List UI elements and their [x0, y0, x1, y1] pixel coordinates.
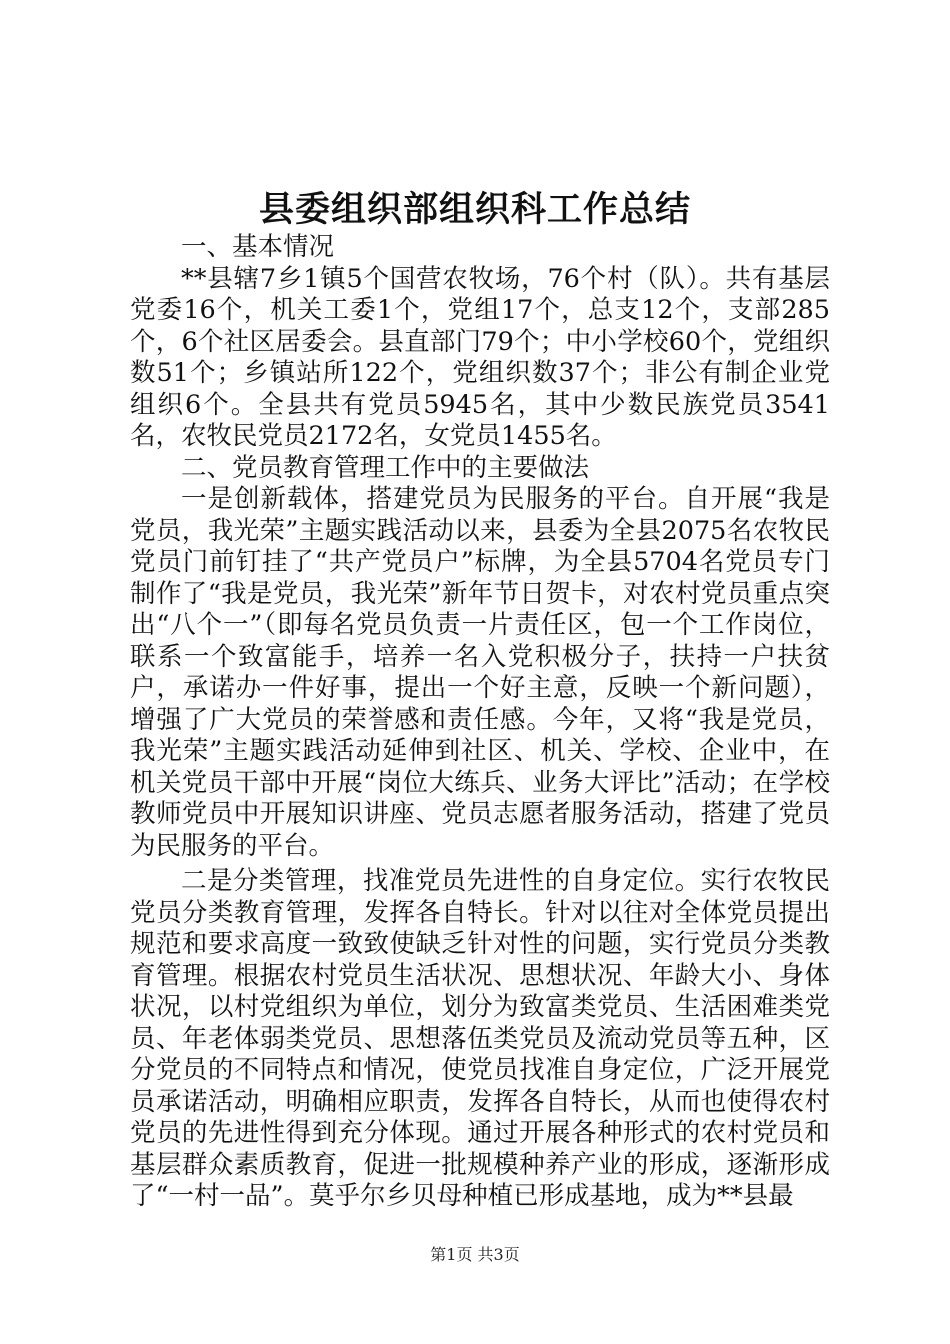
- section-heading-basic-situation: 一、基本情况: [181, 232, 335, 262]
- document-title: 县委组织部组织科工作总结: [258, 189, 691, 230]
- page-number: 第1页 共3页: [430, 1245, 520, 1264]
- section-heading-main-practices: 二、党员教育管理工作中的主要做法: [181, 452, 590, 483]
- paragraph-basic-situation: **县辖7乡1镇5个国营农牧场，76个村（队）。共有基层党委16个，机关工委1个，党组17个，总支12个，支部285个，6个社区居委会。县直部门79个；中小学校60个，党组织数51个；乡镇站所122个，党组织数37个；非公有制企业党组织6个。全县共有党员5945名，其中少数民族党员3541名，农牧民党员2172名，女党员1455名。: [130, 263, 830, 451]
- document-body: [130, 232, 830, 1213]
- paragraph-practice-one: 一是创新载体，搭建党员为民服务的平台。自开展“我是党员，我光荣”主题实践活动以来，县委为全县2075名农牧民党员门前钉挂了“共产党员户”标牌，为全县5704名党员专门制作了“我是党员，我光荣”新年节日贺卡，对农村党员重点突出“八个一”（即每名党员负责一片责任区，包一个工作岗位，联系一个致富能手，培养一名入党积极分子，扶持一户扶贫户，承诺办一件好事，提出一个好主意，反映一个新问题），增强了广大党员的荣誉感和责任感。今年，又将“我是党员，我光荣”主题实践活动延伸到社区、机关、学校、企业中，在机关党员干部中开展“岗位大练兵、业务大评比”活动；在学校教师党员中开展知识讲座、党员志愿者服务活动，搭建了党员为民服务的平台。: [130, 484, 830, 861]
- paragraph-practice-two: 二是分类管理，找准党员先进性的自身定位。实行农牧民党员分类教育管理，发挥各自特长。针对以往对全体党员提出规范和要求高度一致致使缺乏针对性的问题，实行党员分类教育管理。根据农村党员生活状况、思想状况、年龄大小、身体状况，以村党组织为单位，划分为致富类党员、生活困难类党员、年老体弱类党员、思想落伍类党员及流动党员等五种，区分党员的不同特点和情况，使党员找准自身定位，广泛开展党员承诺活动，明确相应职责，发挥各自特长，从而也使得农村党员的先进性得到充分体现。通过开展各种形式的农村党员和基层群众素质教育，促进一批规模种养产业的形成，逐渐形成了“一村一品”。莫乎尔乡贝母种植已形成基地，成为**县最: [130, 866, 830, 1211]
